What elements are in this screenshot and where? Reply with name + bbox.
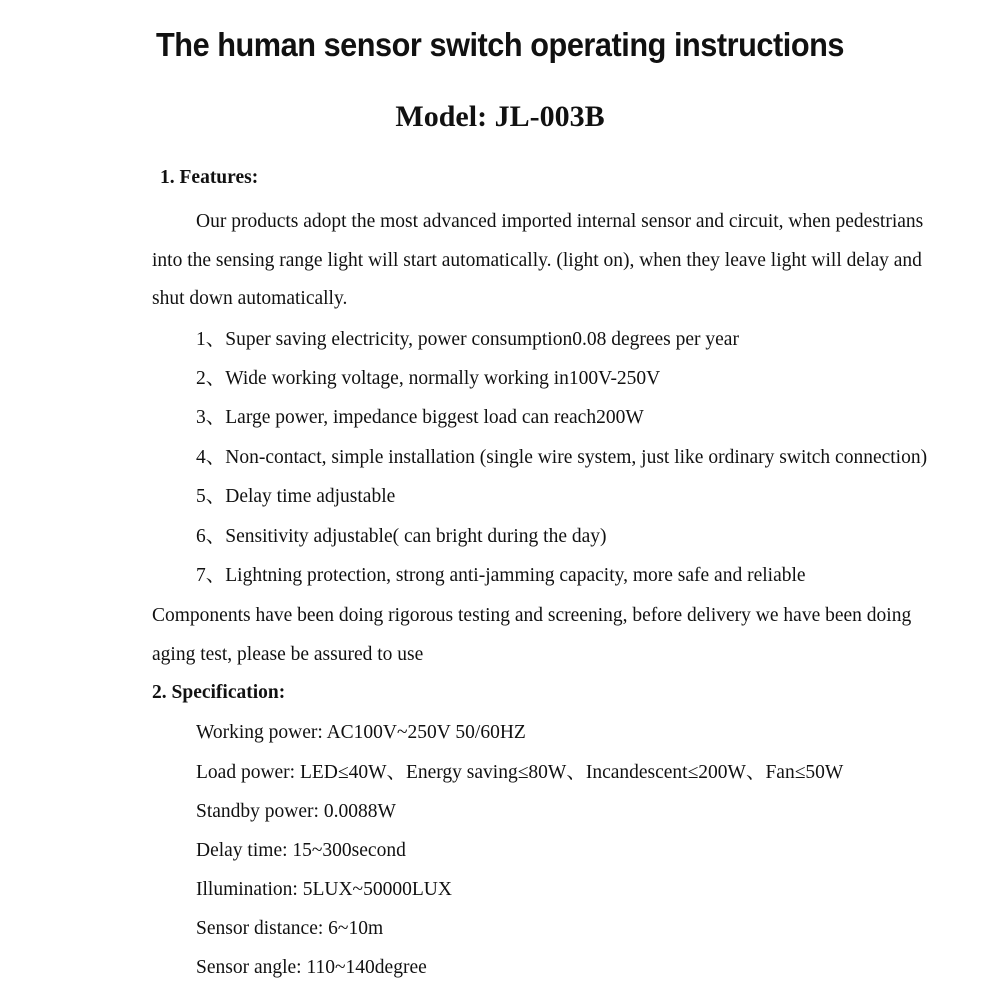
features-intro-line: Our products adopt the most advanced imported internal sensor and circuit, when pedestrians (196, 211, 924, 232)
model-number: Model: JL-003B (395, 100, 605, 133)
spec-load-power: Load power: LED≤40W、Energy saving≤80W、Incandescent≤200W、Fan≤50W (196, 762, 844, 783)
feature-item: 1、Super saving electricity, power consumption0.08 degrees per year (196, 329, 739, 350)
features-closing-line: Components have been doing rigorous testing and screening, before delivery we have been doing (152, 605, 912, 626)
feature-item: 2、Wide working voltage, normally working in100V-250V (196, 368, 661, 389)
feature-item: 4、Non-contact, simple installation (single wire system, just like ordinary switch connection) (196, 447, 928, 468)
spec-illumination: Illumination: 5LUX~50000LUX (196, 879, 452, 900)
features-intro-line: into the sensing range light will start automatically. (light on), when they leave light will delay and (152, 250, 922, 271)
feature-item: 6、Sensitivity adjustable( can bright during the day) (196, 526, 607, 547)
document-title: The human sensor switch operating instructions (156, 26, 844, 63)
features-intro-line: shut down automatically. (152, 288, 348, 309)
spec-delay-time: Delay time: 15~300second (196, 840, 406, 861)
features-heading: 1. Features: (160, 167, 259, 188)
spec-working-power: Working power: AC100V~250V 50/60HZ (196, 722, 526, 743)
feature-item: 5、Delay time adjustable (196, 486, 396, 507)
feature-item: 7、Lightning protection, strong anti-jamming capacity, more safe and reliable (196, 565, 806, 586)
specification-heading: 2. Specification: (152, 682, 286, 703)
spec-sensor-angle: Sensor angle: 110~140degree (196, 957, 427, 978)
spec-standby-power: Standby power: 0.0088W (196, 801, 396, 822)
features-closing-line: aging test, please be assured to use (152, 644, 424, 665)
spec-sensor-distance: Sensor distance: 6~10m (196, 918, 384, 939)
feature-item: 3、Large power, impedance biggest load can reach200W (196, 407, 644, 428)
